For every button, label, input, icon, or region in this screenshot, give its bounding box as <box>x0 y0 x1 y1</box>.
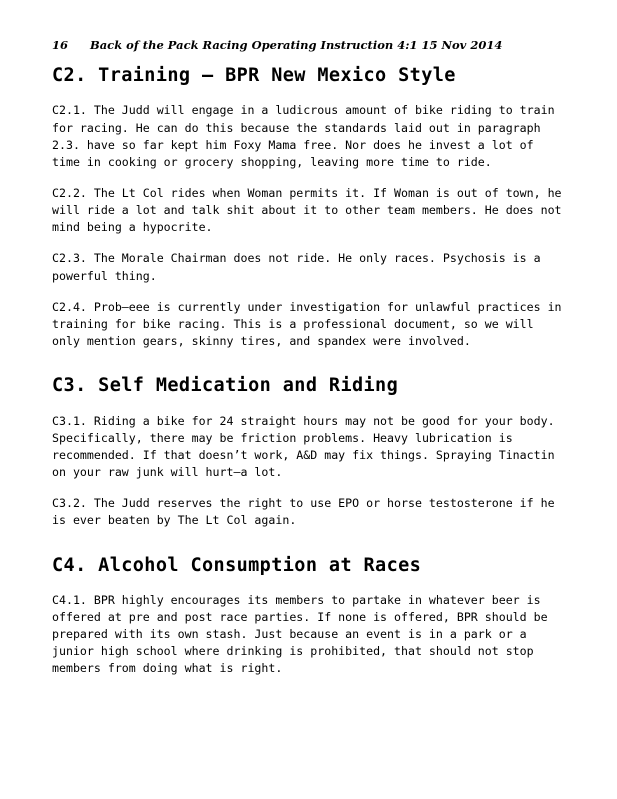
section-heading-c3: C3. Self Medication and Riding <box>52 375 399 397</box>
section-heading-c2: C2. Training – BPR New Mexico Style <box>52 65 456 86</box>
page-header <box>52 38 565 52</box>
paragraph-c2-3: C2.3. The Morale Chairman does not ride. He only races. Psychosis is a powerful thing. <box>52 251 541 283</box>
paragraph-c3-1: C3.1. Riding a bike for 24 straight hours may not be good for your body. Specifically, there may be friction problems. Heavy lubrication is recommended. If that doesn’t work, A&D may fix things. Spraying Tinactin on your raw junk will hurt–a lot. <box>52 413 555 480</box>
paragraph-c3-2: C3.2. The Judd reserves the right to use EPO or horse testosterone if he is ever beaten by The Lt Col again. <box>52 496 555 528</box>
section-heading-c4: C4. Alcohol Consumption at Races <box>52 554 422 576</box>
paragraph-c2-1: C2.1. The Judd will engage in a ludicrous amount of bike riding to train for racing. He can do this because the standards laid out in paragraph 2.3. have so far kept him Foxy Mama free. Nor does he invest a lot of time in cooking or grocery shopping, leaving more time to ride. <box>52 103 555 169</box>
paragraph-c2-2: C2.2. The Lt Col rides when Woman permits it. If Woman is out of town, he will ride a lot and talk shit about it to other team members. He does not mind being a hypocrite. <box>52 185 562 235</box>
running-title: Back of the Pack Racing Operating Instruction 4:1 15 Nov 2014 <box>90 38 503 52</box>
page-number: 16 <box>52 38 69 52</box>
paragraph-c4-1: C4.1. BPR highly encourages its members to partake in whatever beer is offered at pre and post race parties. If none is offered, BPR should be prepared with its own stash. Just because an event is in a park or a junior high school where drinking is prohibited, that should not stop members from doing what is right. <box>52 592 548 676</box>
paragraph-c2-4: C2.4. Prob–eee is currently under investigation for unlawful practices in training for bike racing. This is a professional document, so we will only mention gears, skinny tires, and spandex were involved. <box>52 299 562 349</box>
